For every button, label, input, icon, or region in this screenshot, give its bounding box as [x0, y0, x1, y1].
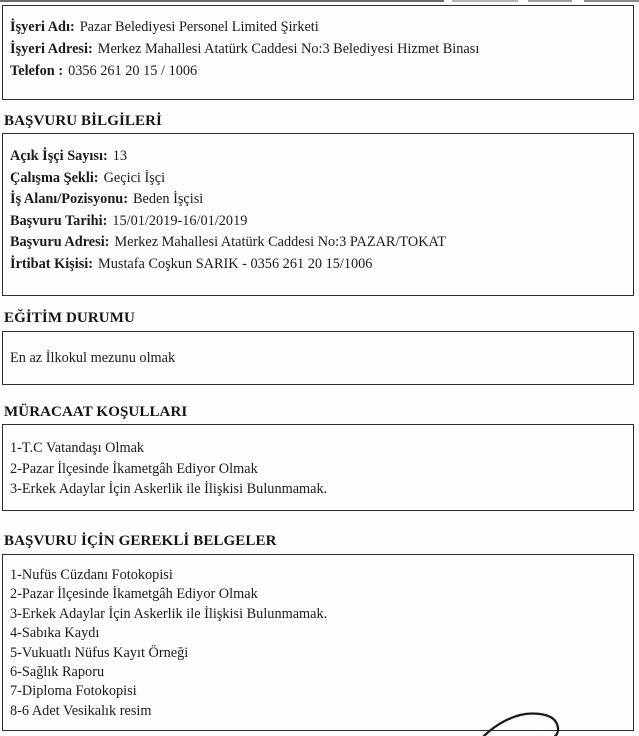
- field-label: Başvuru Adresi:: [10, 234, 110, 250]
- field-label: Başvuru Tarihi:: [10, 212, 108, 229]
- list-line: 5-Vukuatlı Nüfus Kayıt Örneği: [10, 644, 189, 661]
- field-label: İşyeri Adı:: [10, 19, 75, 35]
- field-value: Merkez Mahallesi Atatürk Caddesi No:3 PAZAR/TOKAT: [114, 234, 447, 250]
- field-row: [10, 146, 627, 168]
- field-value: 13: [112, 148, 128, 164]
- field-label: İrtibat Kişisi:: [10, 255, 94, 272]
- scan-artifact-line: [528, 0, 572, 2]
- scan-artifact-line: [584, 0, 639, 2]
- section-heading-gerekli-belgeler: BAŞVURU İÇİN GEREKLİ BELGELER: [4, 533, 277, 549]
- section-heading-basvuru-bilgileri: BAŞVURU BİLGİLERİ: [4, 113, 162, 129]
- field-value: Mustafa Coşkun SARIK - 0356 261 20 15/1006: [98, 255, 373, 272]
- application-info-box: [2, 133, 634, 296]
- field-label: İş Alanı/Pozisyonu:: [10, 191, 128, 207]
- scan-artifact-line: [452, 0, 518, 2]
- section-heading-muracaat-kosullari: MÜRACAAT KOŞULLARI: [4, 404, 188, 420]
- field-row: [10, 254, 627, 276]
- education-box: [2, 331, 634, 385]
- field-label: Açık İşçi Sayısı:: [10, 148, 108, 164]
- list-line: 6-Sağlık Raporu: [10, 664, 105, 681]
- field-row: [10, 60, 627, 82]
- section-heading-egitim-durumu: EĞİTİM DURUMU: [4, 310, 135, 326]
- field-row: [10, 189, 627, 211]
- list-line: 3-Erkek Adaylar İçin Askerlik ile İlişkisi Bulunmamak.: [10, 605, 328, 622]
- field-value: Merkez Mahallesi Atatürk Caddesi No:3 Belediyesi Hizmet Binası: [97, 41, 480, 57]
- field-value: 0356 261 20 15 / 1006: [68, 63, 198, 79]
- field-row: [10, 38, 627, 60]
- list-line: 1-Nufüs Cüzdanı Fotokopisi: [10, 567, 173, 583]
- list-line: 8-6 Adet Vesikalık resim: [10, 702, 152, 719]
- list-line: 2-Pazar İlçesinde İkametgâh Ediyor Olmak: [10, 460, 258, 477]
- field-label: İşyeri Adresi:: [10, 41, 93, 57]
- signature-stroke: [460, 695, 639, 736]
- list-line: 4-Sabıka Kaydı: [10, 625, 100, 642]
- list-line: 3-Erkek Adaylar İçin Askerlik ile İlişkisi Bulunmamak.: [10, 481, 328, 497]
- field-row: [10, 16, 627, 38]
- field-label: Çalışma Şekli:: [10, 169, 99, 186]
- field-value: Beden İşçisi: [132, 191, 204, 207]
- field-row: [10, 232, 627, 254]
- requirements-box: [2, 424, 634, 511]
- field-label: Telefon :: [10, 63, 64, 79]
- field-row: [10, 211, 627, 233]
- list-line: 1-T.C Vatandaşı Olmak: [10, 440, 145, 456]
- scan-artifact-line: [0, 0, 444, 2]
- list-line: 2-Pazar İlçesinde İkametgâh Ediyor Olmak: [10, 586, 258, 603]
- field-value: Pazar Belediyesi Personel Limited Şirketi: [79, 19, 319, 35]
- field-value: Geçici İşçi: [103, 169, 166, 186]
- list-line: 7-Diploma Fotokopisi: [10, 683, 137, 700]
- list-line: En az İlkokul mezunu olmak: [10, 350, 176, 366]
- field-row: [10, 168, 627, 190]
- field-value: 15/01/2019-16/01/2019: [112, 212, 248, 229]
- employer-info-box: [2, 5, 634, 100]
